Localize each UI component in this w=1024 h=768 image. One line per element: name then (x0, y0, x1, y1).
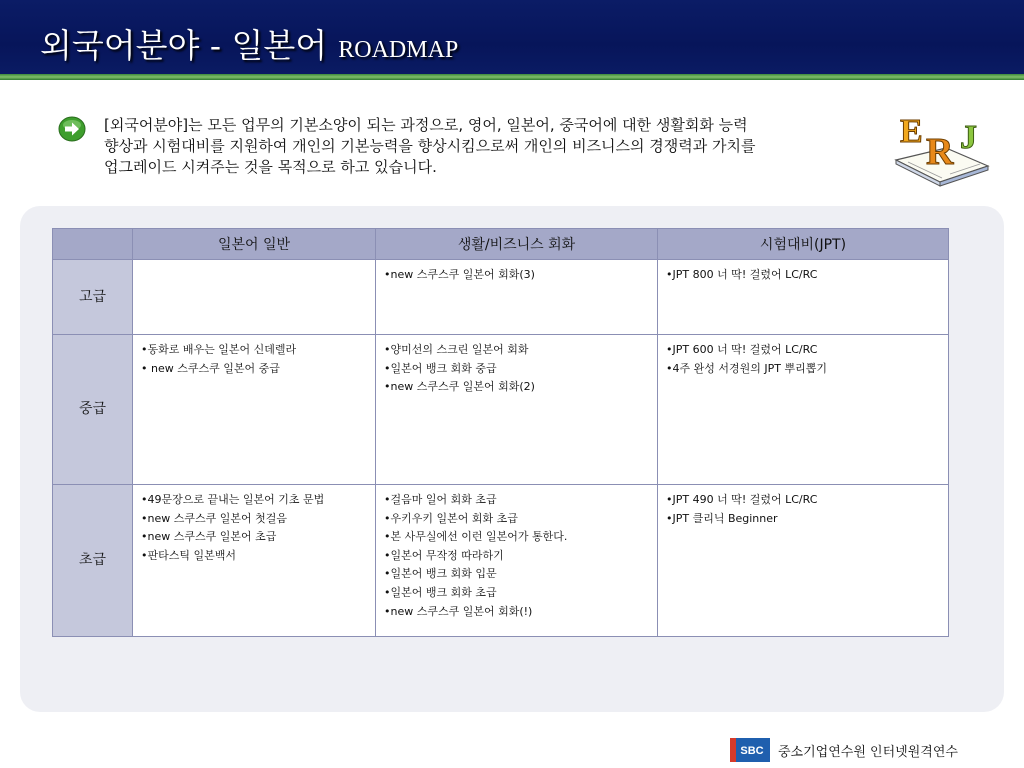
course-item: •JPT 클리닉 Beginner (666, 511, 778, 525)
table-row (53, 335, 949, 485)
course-item: •일본어 뱅크 회화 입문 (384, 567, 497, 581)
sbc-logo (730, 738, 770, 762)
course-cell-general (133, 485, 376, 637)
course-item: •new 스쿠스쿠 일본어 회화(2) (384, 380, 535, 394)
language-books-icon (890, 108, 994, 188)
course-item: •new 스쿠스쿠 일본어 회화(!) (384, 604, 533, 618)
course-cell-exam (658, 335, 949, 485)
course-item: • new 스쿠스쿠 일본어 중급 (141, 361, 280, 375)
slide-title (40, 20, 458, 67)
intro-line: [외국어분야]는 모든 업무의 기본소양이 되는 과정으로, 영어, 일본어, 중국어에 대한 생활회화 능력 (104, 116, 748, 134)
course-item: •new 스쿠스쿠 일본어 초급 (141, 530, 277, 544)
column-header-general: 일본어 일반 (133, 229, 376, 260)
header-divider (0, 74, 1024, 80)
course-item: •new 스쿠스쿠 일본어 첫걸음 (141, 511, 287, 525)
footer-organization: 중소기업연수원 인터넷원격연수 (778, 745, 958, 760)
level-cell: 초급 (53, 485, 133, 637)
table-header-row (53, 229, 949, 260)
course-item: •걸음마 일어 회화 초급 (384, 493, 497, 506)
course-cell-general (133, 260, 376, 335)
course-item: •new 스쿠스쿠 일본어 회화(3) (384, 268, 535, 281)
title-korean: 외국어분야 - 일본어 (40, 26, 328, 65)
table-row (53, 260, 949, 335)
course-item: •일본어 뱅크 회화 중급 (384, 361, 497, 375)
course-cell-conversation (376, 485, 658, 637)
course-cell-exam (658, 260, 949, 335)
course-item: •양미선의 스크린 일본어 회화 (384, 343, 529, 356)
column-header-level (53, 229, 133, 260)
course-item: •본 사무실에선 이런 일본어가 통한다. (384, 530, 568, 544)
table-row (53, 485, 949, 637)
course-item: •JPT 490 너 딱! 걸렸어 LC/RC (666, 493, 818, 506)
deco-letter: E (900, 113, 923, 150)
intro-paragraph (104, 115, 864, 178)
course-cell-conversation (376, 260, 658, 335)
column-header-exam: 시험대비(JPT) (658, 229, 949, 260)
level-cell: 중급 (53, 335, 133, 485)
course-item: •판타스틱 일본백서 (141, 548, 236, 562)
course-cell-general (133, 335, 376, 485)
course-item: •JPT 800 너 딱! 걸렸어 LC/RC (666, 268, 818, 281)
course-item: •JPT 600 너 딱! 걸렸어 LC/RC (666, 343, 818, 356)
course-item: •49문장으로 끝내는 일본어 기초 문법 (141, 493, 325, 506)
course-cell-conversation (376, 335, 658, 485)
intro-line: 향상과 시험대비를 지원하여 개인의 기본능력을 향상시킴으로써 개인의 비즈니스의 경쟁력과 가치를 (104, 137, 756, 155)
course-item: •우키우키 일본어 회화 초급 (384, 511, 518, 525)
course-item: •일본어 뱅크 회화 초급 (384, 585, 497, 599)
deco-letter: J (960, 119, 977, 156)
roadmap-table (52, 228, 949, 637)
course-item: •4주 완성 서경원의 JPT 뿌리뽑기 (666, 361, 827, 375)
deco-letter: R (926, 131, 954, 173)
intro-line: 업그레이드 시켜주는 것을 목적으로 하고 있습니다. (104, 158, 437, 176)
title-english: ROADMAP (338, 37, 459, 63)
course-cell-exam (658, 485, 949, 637)
level-cell: 고급 (53, 260, 133, 335)
column-header-conversation: 생활/비즈니스 회화 (376, 229, 658, 260)
course-item: •일본어 무작정 따라하기 (384, 548, 504, 562)
sbc-logo-text: SBC (740, 745, 764, 757)
course-item: •동화로 배우는 일본어 신데렐라 (141, 343, 297, 356)
arrow-right-icon (58, 116, 86, 142)
